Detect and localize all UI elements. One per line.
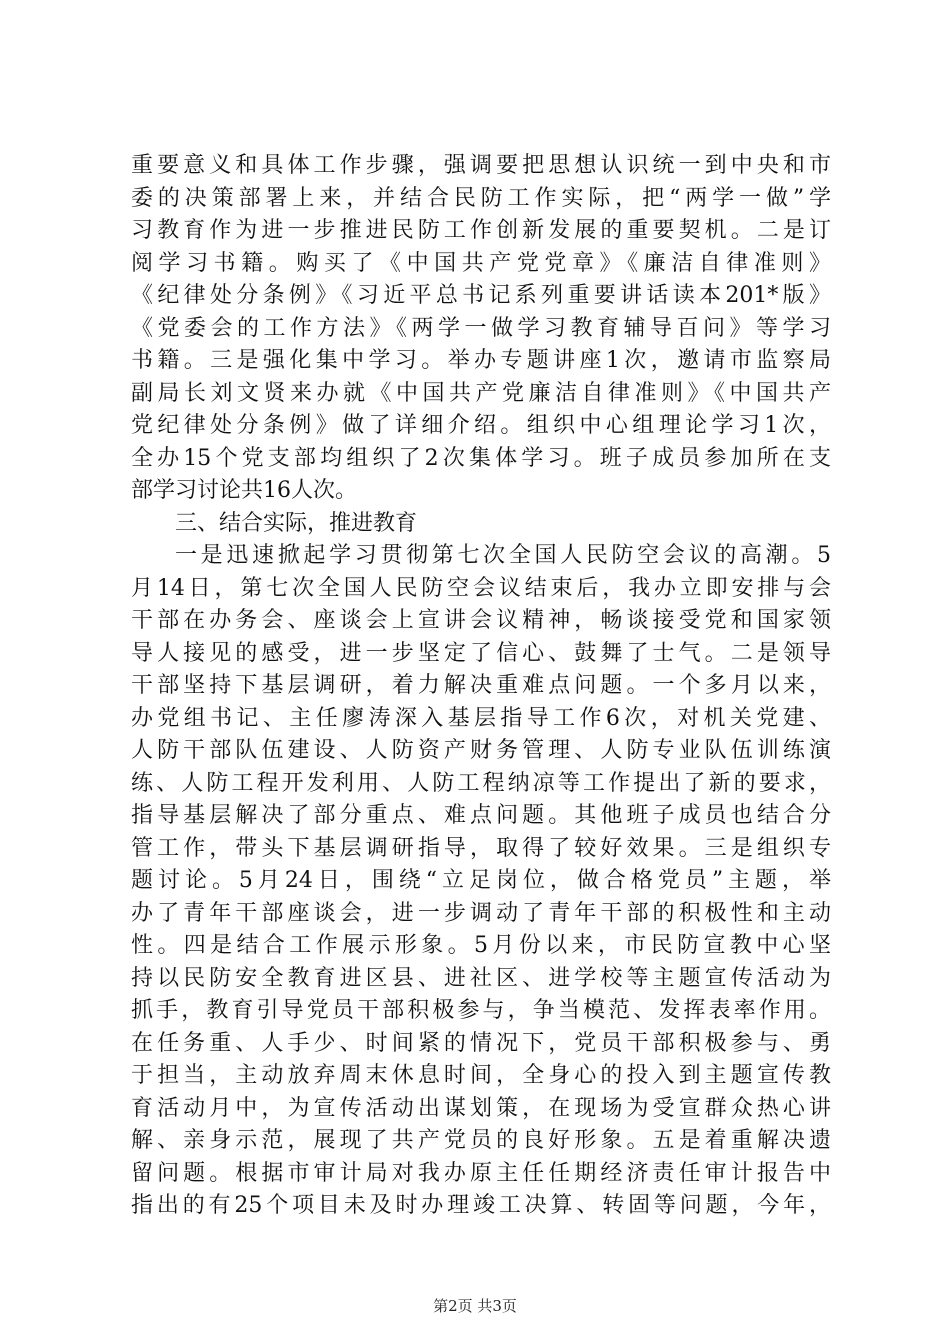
body-text (131, 150, 831, 1223)
page-footer: 第2页 共3页 (433, 1297, 517, 1315)
text-line: 持以民防安全教育进区县、进社区、进学校等主题宣传活动为 (131, 965, 831, 991)
text-line: 党纪律处分条例》做了详细介绍。组织中心组理论学习1次， (131, 413, 831, 438)
text-line: 习教育作为进一步推进民防工作创新发展的重要契机。二是订 (131, 218, 831, 243)
text-line: 书籍。三是强化集中学习。举办专题讲座1次，邀请市监察局 (131, 348, 831, 373)
text-line: 在任务重、人手少、时间紧的情况下，党员干部积极参与、勇 (131, 1030, 831, 1056)
text-line: 部学习讨论共16人次。 (131, 478, 357, 503)
text-line: 全办15个党支部均组织了2次集体学习。班子成员参加所在支 (131, 445, 831, 471)
text-line: 《党委会的工作方法》《两学一做学习教育辅导百问》等学习 (131, 315, 831, 341)
text-line: 副局长刘文贤来办就《中国共产党廉洁自律准则》《中国共产 (131, 380, 831, 406)
section-heading: 三、结合实际，推进教育 (175, 510, 418, 536)
text-line: 解、亲身示范，展现了共产党员的良好形象。五是着重解决遗 (131, 1128, 831, 1153)
text-line: 指出的有25个项目未及时办理竣工决算、转固等问题，今年， (131, 1193, 831, 1218)
text-line: 委的决策部署上来，并结合民防工作实际，把“两学一做”学 (131, 185, 831, 211)
text-line: 干部坚持下基层调研，着力解决重难点问题。一个多月以来， (131, 673, 831, 698)
text-line: 留问题。根据市审计局对我办原主任任期经济责任审计报告中 (131, 1160, 831, 1186)
text-line: 阅学习书籍。购买了《中国共产党党章》《廉洁自律准则》 (131, 250, 831, 276)
text-line: 于担当，主动放弃周末休息时间，全身心的投入到主题宣传教 (131, 1063, 831, 1088)
text-line: 练、人防工程开发利用、人防工程纳凉等工作提出了新的要求， (131, 770, 831, 796)
text-line: 月14日，第七次全国人民防空会议结束后，我办立即安排与会 (131, 575, 831, 601)
text-line: 干部在办务会、座谈会上宣讲会议精神，畅谈接受党和国家领 (131, 608, 831, 633)
text-line: 重要意义和具体工作步骤，强调要把思想认识统一到中央和市 (131, 153, 831, 178)
text-line: 性。四是结合工作展示形象。5月份以来，市民防宣教中心坚 (131, 933, 831, 958)
text-line: 育活动月中，为宣传活动出谋划策，在现场为受宣群众热心讲 (131, 1095, 831, 1121)
text-line: 办党组书记、主任廖涛深入基层指导工作6次，对机关党建、 (131, 705, 831, 731)
text-line: 抓手，教育引导党员干部积极参与，争当模范、发挥表率作用。 (131, 998, 831, 1023)
text-line: 《纪律处分条例》《习近平总书记系列重要讲话读本201*版》 (131, 283, 831, 308)
text-line: 导人接见的感受，进一步坚定了信心、鼓舞了士气。二是领导 (131, 640, 831, 666)
text-line: 人防干部队伍建设、人防资产财务管理、人防专业队伍训练演 (131, 738, 831, 763)
text-line: 指导基层解决了部分重点、难点问题。其他班子成员也结合分 (131, 803, 831, 828)
text-line: 一是迅速掀起学习贯彻第七次全国人民防空会议的高潮。5 (175, 543, 831, 568)
text-line: 办了青年干部座谈会，进一步调动了青年干部的积极性和主动 (131, 900, 831, 926)
text-line: 题讨论。5月24日，围绕“立足岗位，做合格党员”主题，举 (131, 868, 831, 893)
text-line: 管工作，带头下基层调研指导，取得了较好效果。三是组织专 (131, 835, 831, 861)
